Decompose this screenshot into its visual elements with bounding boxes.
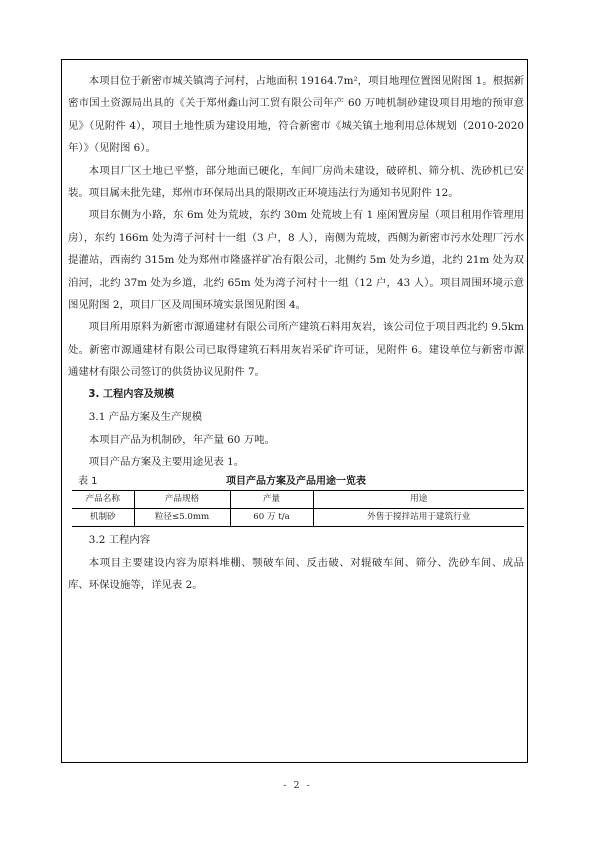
paragraph-construction: 本项目主要建设内容为原料堆棚、颚破车间、反击破、对辊破车间、筛分、洗砂车间、成品库、环保设施等，详见表 2。 [68, 556, 524, 592]
paragraph-location: 本项目位于新密市城关镇湾子河村，占地面积 19164.7m²，项目地理位置图见附图 1。根据新密市国土资源局出具的《关于郑州鑫山河工贸有限公司年产 60 万吨机制砂建设项目用地的预审意见》（见附件 4），项目土地性质为建设用地，符合新密市《城关镇土地利用总体规划（2010-2020 年）》（见附图 6）。 [68, 75, 524, 155]
table-title: 项目产品方案及产品用途一览表 [226, 476, 366, 488]
table-cell: 机制砂 [72, 509, 134, 527]
table-caption [68, 473, 524, 490]
table-cell: 外售于搅拌站用于建筑行业 [313, 509, 524, 527]
paragraph-product: 本项目产品为机制砂，年产量 60 万吨。 [88, 433, 275, 446]
table-cell: 60 万 t/a [230, 509, 313, 527]
section-heading-3-1: 3.1 产品方案及生产规模 [88, 411, 203, 424]
table-header-cell: 产品规格 [134, 491, 230, 509]
table-header-cell: 用途 [313, 491, 524, 509]
section-heading-3: 3. 工程内容及规模 [88, 388, 175, 400]
table-header-row [72, 491, 524, 509]
section-heading-3-2: 3.2 工程内容 [88, 534, 151, 547]
product-table [72, 490, 524, 527]
table-label: 表 1 [78, 476, 98, 488]
table-cell: 粒径≤5.0mm [134, 509, 230, 527]
paragraph-site-status: 本项目厂区土地已平整，部分地面已硬化，车间厂房尚未建设，破碎机、筛分机、洗砂机已安装。项目属未批先建，郑州市环保局出具的限期改正环境违法行为通知书见附件 12。 [68, 164, 524, 200]
paragraph-raw-material: 项目所用原料为新密市源通建材有限公司所产建筑石料用灰岩，该公司位于项目西北约 9.5km 处。新密市源通建材有限公司已取得建筑石料用灰岩采矿许可证，见附件 6。建设单位与新密市源通建材有限公司签订的供货协议见附件 7。 [68, 321, 524, 379]
page-number: - 2 - [283, 780, 312, 791]
paragraph-surroundings: 项目东侧为小路，东 6m 处为荒坡，东约 30m 处荒坡上有 1 座闲置房屋（项目租用作管理用房），东约 166m 处为湾子河村十一组（3 户，8 人），南侧为荒坡，西侧为新密市污水处理厂污水提灌站，西南约 315m 处为郑州市隆盛祥矿冶有限公司，北侧约 5m 处为乡道，北约 21m 处为双洎河，北约 37m 处为乡道，北约 65m 处为湾子河村十一组（12 户，43 人）。项目周围环境示意图见附图 2，项目厂区及周围环境实景图见附图 4。 [68, 209, 524, 312]
table-row [72, 509, 524, 527]
paragraph-table-ref: 项目产品方案及主要用途见表 1。 [88, 455, 245, 468]
table-header-cell: 产量 [230, 491, 313, 509]
document-body [68, 70, 524, 597]
table-header-cell: 产品名称 [72, 491, 134, 509]
